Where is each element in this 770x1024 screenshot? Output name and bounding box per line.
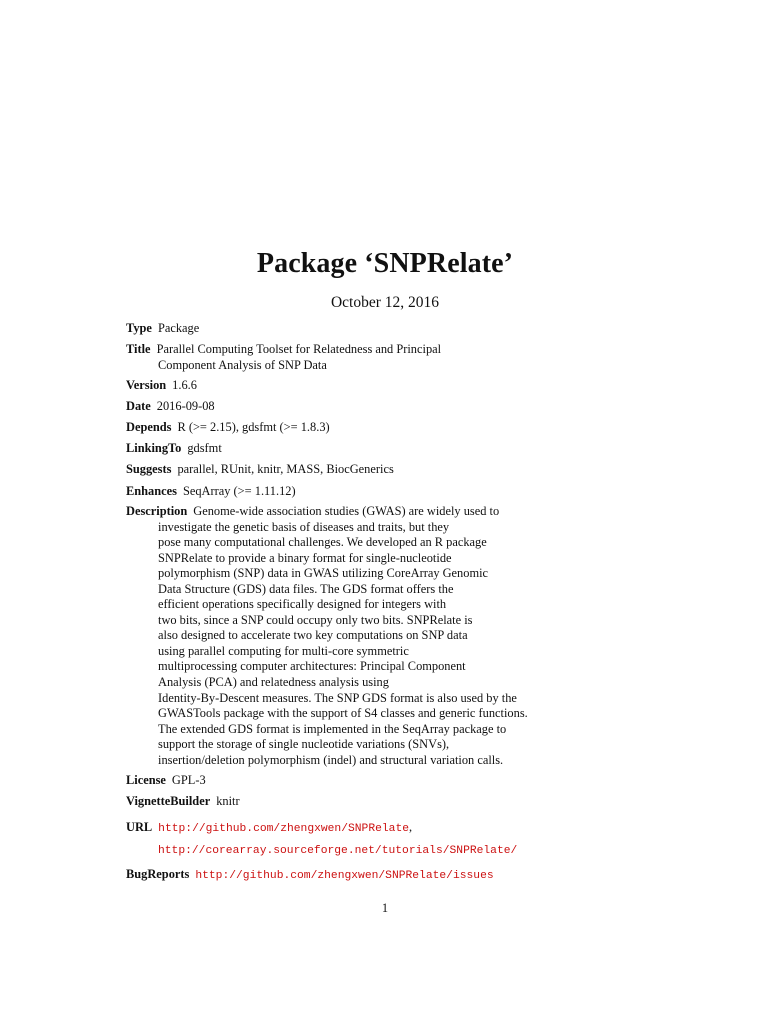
field-value: knitr [216, 794, 240, 808]
field-label: Description [126, 504, 188, 518]
field-label: Title [126, 342, 151, 356]
field-value: Package [157, 321, 200, 335]
field-label: BugReports [126, 867, 190, 881]
package-title: Package ‘SNPRelate’ [256, 248, 514, 279]
description-line: support the storage of single nucleotide variations (SNVs), [158, 737, 450, 752]
description-line: also designed to accelerate two key computations on SNP data [158, 628, 468, 643]
package-date: October 12, 2016 [330, 294, 440, 311]
field-label: Suggests [126, 462, 172, 476]
description-line: insertion/deletion polymorphism (indel) and structural variation calls. [158, 752, 504, 767]
field-value: Parallel Computing Toolset for Relatedness and Principal [156, 342, 442, 356]
field-vignettebuilder [126, 794, 240, 810]
description-line: Analysis (PCA) and relatedness analysis using [158, 675, 389, 690]
field-label: URL [126, 820, 153, 834]
field-date [126, 399, 215, 415]
description-line: multiprocessing computer architectures: Principal Component [158, 659, 466, 674]
description-line: Identity-By-Descent measures. The SNP GDS format is also used by the [158, 690, 517, 705]
url-link-corearray[interactable]: http://corearray.sourceforge.net/tutorials/SNPRelate/ [158, 845, 518, 857]
field-type [126, 321, 199, 337]
field-value: 1.6.6 [172, 378, 197, 392]
description-line: Data Structure (GDS) data files. The GDS format offers the [158, 581, 454, 596]
field-version [126, 378, 197, 394]
description-line: using parallel computing for multi-core symmetric [158, 643, 409, 658]
field-depends [126, 420, 330, 436]
field-label: Date [126, 399, 151, 413]
field-value: GPL-3 [171, 773, 206, 787]
url-link-github[interactable]: http://github.com/zhengxwen/SNPRelate [158, 823, 410, 835]
field-suggests [126, 462, 394, 478]
url-separator: , [409, 820, 413, 834]
field-value: gdsfmt [187, 441, 222, 455]
field-label: Type [126, 321, 152, 335]
field-label: Depends [126, 420, 172, 434]
description-line: efficient operations specifically designed for integers with [158, 597, 447, 612]
field-value: R (>= 2.15), gdsfmt (>= 1.8.3) [177, 420, 330, 434]
field-value: parallel, RUnit, knitr, MASS, BiocGenerics [177, 462, 394, 476]
description-line: The extended GDS format is implemented in the SeqArray package to [158, 721, 507, 736]
field-linkingto [126, 441, 222, 457]
description-line: GWASTools package with the support of S4 classes and generic functions. [158, 706, 528, 721]
description-line: polymorphism (SNP) data in GWAS utilizing CoreArray Genomic [158, 566, 489, 581]
field-enhances [126, 484, 296, 500]
field-bugreports [126, 867, 494, 885]
field-label: Enhances [126, 484, 177, 498]
field-label: LinkingTo [126, 441, 182, 455]
description-line: SNPRelate to provide a binary format for single-nucleotide [158, 550, 452, 565]
description-line: pose many computational challenges. We developed an R package [158, 535, 487, 550]
bugreports-link[interactable]: http://github.com/zhengxwen/SNPRelate/issues [195, 870, 494, 882]
description-line: Description Genome-wide association studies (GWAS) are widely used to [126, 504, 500, 518]
page-number: 1 [381, 901, 389, 915]
field-url-continuation [158, 842, 517, 860]
field-description [126, 504, 528, 768]
field-value-continuation: Component Analysis of SNP Data [158, 357, 327, 372]
field-title [126, 342, 441, 373]
field-license [126, 773, 206, 789]
field-label: License [126, 773, 166, 787]
field-label: Version [126, 378, 167, 392]
field-url [126, 820, 412, 838]
field-value: SeqArray (>= 1.11.12) [182, 484, 296, 498]
field-label: VignetteBuilder [126, 794, 211, 808]
field-value: 2016-09-08 [156, 399, 215, 413]
description-line: two bits, since a SNP could occupy only two bits. SNPRelate is [158, 612, 473, 627]
description-line: investigate the genetic basis of diseases and traits, but they [158, 519, 450, 534]
